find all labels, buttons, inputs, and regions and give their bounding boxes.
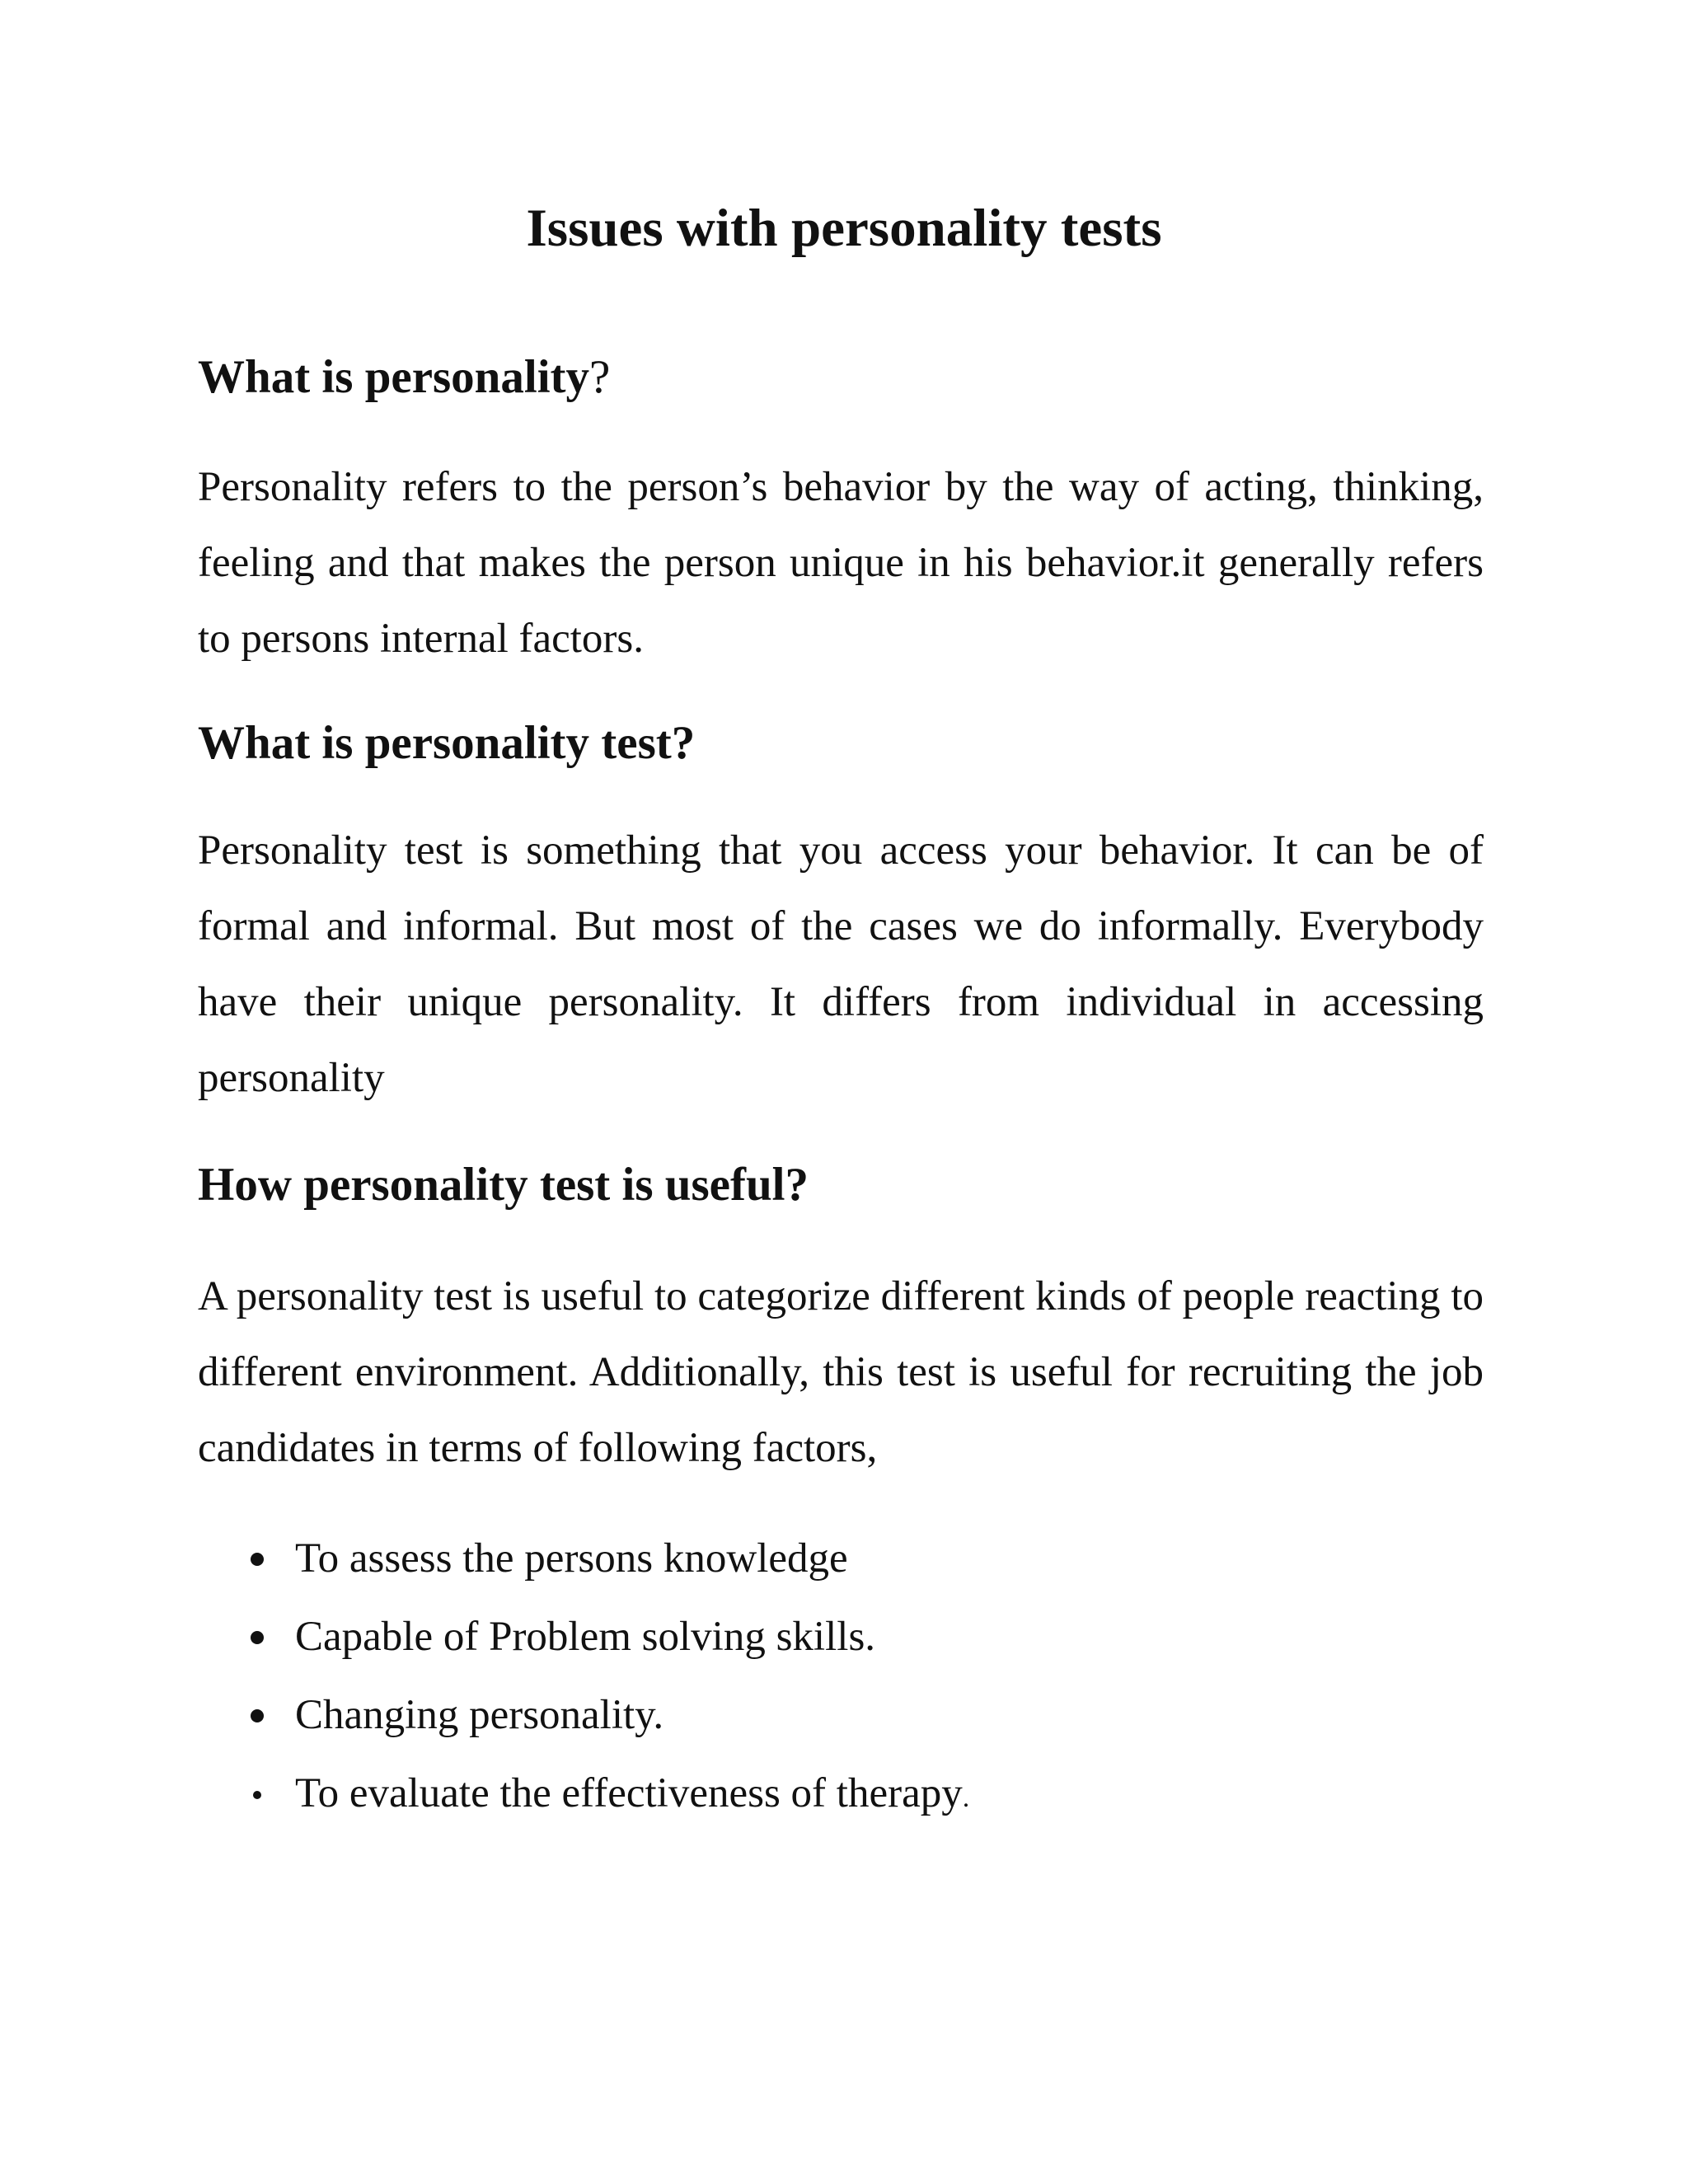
list-item-trailing-period: . [962, 1783, 970, 1813]
list-item-text: Changing personality. [295, 1692, 664, 1738]
factors-bullet-list [198, 1520, 969, 1833]
bullet-dot-icon [251, 1709, 264, 1722]
list-item [198, 1598, 969, 1676]
bullet-dot-icon [253, 1791, 261, 1799]
list-item [198, 1676, 969, 1755]
section-heading-what-is-personality [198, 344, 610, 410]
list-item [198, 1520, 969, 1598]
section-heading-question-mark: ? [589, 351, 611, 403]
section-heading-what-is-personality-test: What is personality test? [198, 717, 696, 769]
list-item [198, 1755, 969, 1833]
list-item-text: To evaluate the effectiveness of therapy [295, 1770, 963, 1816]
section-paragraph-what-is-personality-test: Personality test is something that you access your behavior. It can be of formal and informal. But most of the cases we do informally. Everybody have their unique personality. It differs from individual in accessing personality [198, 827, 1484, 1101]
section-paragraph-how-personality-test-is-useful: A personality test is useful to categorize different kinds of people reacting to different environment. Additionally, this test is useful for recruiting the job candidates in terms of following factors, [198, 1273, 1484, 1471]
list-item-text: To assess the persons knowledge [295, 1535, 848, 1582]
bullet-dot-icon [251, 1553, 264, 1566]
bullet-dot-icon [251, 1631, 264, 1644]
section-heading-how-personality-test-is-useful: How personality test is useful? [198, 1159, 809, 1211]
section-heading-text: What is personality [198, 351, 590, 403]
section-paragraph-what-is-personality: Personality refers to the person’s behavior by the way of acting, thinking, feeling and that makes the person unique in his behavior.it generally refers to persons internal factors. [198, 464, 1484, 662]
document-title: Issues with personality tests [526, 199, 1162, 258]
list-item-text: Capable of Problem solving skills. [295, 1614, 876, 1660]
